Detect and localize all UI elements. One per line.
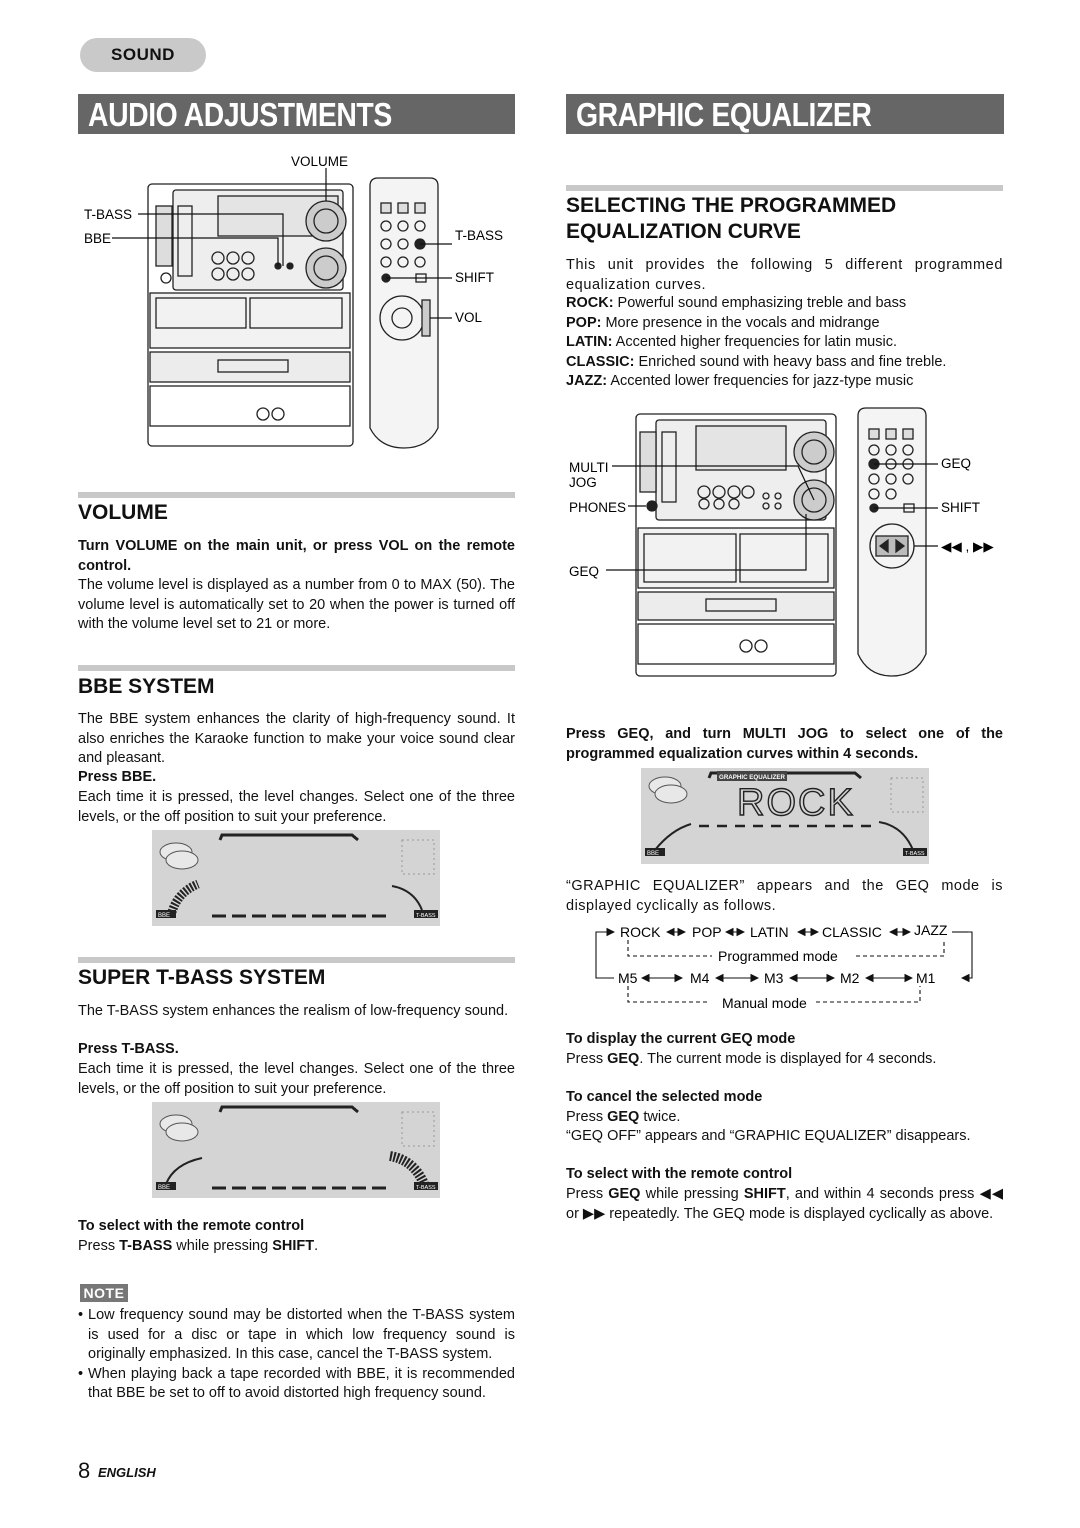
page-number: 8 bbox=[78, 1458, 91, 1483]
curve-list bbox=[566, 294, 1003, 392]
cancel-heading: To cancel the selected mode bbox=[566, 1089, 763, 1105]
tbass-level-display bbox=[152, 1102, 440, 1198]
volume-body: The volume level is displayed as a number from 0 to MAX (50). The volume level is automatically set to 20 when the power is turned off with the volume level set to 21 or more. bbox=[78, 577, 515, 632]
remote-vol-label: VOL bbox=[455, 310, 483, 325]
rock-mode-text: ROCK bbox=[737, 782, 855, 824]
cycle-m4: M4 bbox=[690, 970, 710, 986]
note-badge: NOTE bbox=[80, 1284, 128, 1302]
display-mode-text: Press GEQ. The current mode is displayed for 4 seconds. bbox=[566, 1051, 937, 1067]
cancel-text: Press GEQ twice. bbox=[566, 1109, 681, 1125]
bbe-display-label: BBE bbox=[647, 851, 660, 857]
bbe-label: BBE bbox=[84, 231, 112, 246]
bbe-display-label: BBE bbox=[158, 1185, 171, 1191]
programmed-mode-label: Programmed mode bbox=[718, 948, 838, 964]
remote-shift-label: SHIFT bbox=[455, 270, 494, 285]
cycle-rock: ROCK bbox=[620, 924, 661, 940]
geq-rule bbox=[566, 185, 1003, 191]
note-item: • Low frequency sound may be distorted when the T-BASS system is used for a disc or tape in which low frequency sound is originally emphasized. In this case, cancel the T-BASS system. bbox=[78, 1307, 515, 1362]
section-tag: SOUND bbox=[80, 38, 206, 72]
tbass-display-label: T-BASS bbox=[416, 1185, 436, 1191]
bbe-rule bbox=[78, 665, 515, 671]
remote-tbass-label: T-BASS bbox=[455, 228, 504, 243]
geq-unit-label: GEQ bbox=[569, 564, 600, 579]
volume-knob bbox=[306, 201, 346, 241]
cycle-jazz: JAZZ bbox=[914, 922, 948, 938]
rock-display bbox=[641, 768, 929, 864]
bbe-level-display bbox=[152, 830, 440, 926]
stereo-geq-figure bbox=[566, 404, 1006, 682]
remote-control-figure bbox=[858, 408, 926, 676]
tbass-display-label: T-BASS bbox=[905, 851, 925, 857]
audio-adjustments-banner: AUDIO ADJUSTMENTS bbox=[78, 94, 515, 134]
volume-rule bbox=[78, 492, 515, 498]
bbe-body: The BBE system enhances the clarity of high-frequency sound. It also enriches the Karaoke function to make your voice sound clear and pleasant. bbox=[78, 711, 515, 766]
manual-mode-label: Manual mode bbox=[722, 995, 807, 1011]
volume-instruction: Turn VOLUME on the main unit, or press VOL on the remote control. bbox=[78, 538, 515, 574]
jog-label: JOG bbox=[569, 475, 597, 490]
shift-remote-label: SHIFT bbox=[941, 500, 980, 515]
tbass-detail: Each time it is pressed, the level changes. Select one of the three levels, or the off position to suit your preference. bbox=[78, 1061, 515, 1097]
geq-intro: This unit provides the following 5 different programmed equalization curves. bbox=[566, 257, 1003, 293]
cancel-result: “GEQ OFF” appears and “GRAPHIC EQUALIZER” disappears. bbox=[566, 1128, 971, 1144]
note-list bbox=[78, 1306, 515, 1404]
volume-label: VOLUME bbox=[291, 154, 349, 169]
curve-pop: POP: More presence in the vocals and midrange bbox=[566, 314, 880, 331]
geq-heading-line2: EQUALIZATION CURVE bbox=[566, 220, 801, 243]
curve-jazz: JAZZ: Accented lower frequencies for jazz-type music bbox=[566, 373, 914, 389]
tbass-remote-heading: To select with the remote control bbox=[78, 1218, 305, 1234]
geq-heading-line1: SELECTING THE PROGRAMMED bbox=[566, 194, 897, 217]
cycle-pop: POP bbox=[692, 924, 722, 940]
tbass-rule bbox=[78, 957, 515, 963]
stereo-volume-figure bbox=[78, 148, 518, 458]
bbe-press: Press BBE. bbox=[78, 769, 157, 785]
geq-remote-label: GEQ bbox=[941, 456, 972, 471]
bbe-detail: Each time it is pressed, the level changes. Select one of the three levels, or the off position to suit your preference. bbox=[78, 789, 515, 825]
tbass-heading: SUPER T-BASS SYSTEM bbox=[78, 966, 326, 989]
skip-buttons-label: ◀◀ , ▶▶ bbox=[941, 539, 994, 554]
bbe-heading: BBE SYSTEM bbox=[78, 675, 215, 698]
geq-instruction: Press GEQ, and turn MULTI JOG to select one of the programmed equalization curves within 4 seconds. bbox=[566, 726, 1003, 762]
volume-heading: VOLUME bbox=[78, 501, 168, 524]
tbass-label: T-BASS bbox=[84, 207, 133, 222]
cycle-classic: CLASSIC bbox=[822, 924, 882, 940]
curve-rock: ROCK: Powerful sound emphasizing treble and bass bbox=[566, 295, 907, 311]
multi-label: MULTI bbox=[569, 460, 609, 475]
footer-language: ENGLISH bbox=[98, 1465, 156, 1480]
curve-classic: CLASSIC: Enriched sound with heavy bass and fine treble. bbox=[566, 353, 947, 370]
cycle-m1: M1 bbox=[916, 970, 936, 986]
cycle-description: “GRAPHIC EQUALIZER” appears and the GEQ mode is displayed cyclically as follows. bbox=[566, 878, 1003, 914]
tbass-display-label: T-BASS bbox=[416, 913, 436, 919]
display-mode-heading: To display the current GEQ mode bbox=[566, 1031, 796, 1047]
phones-label: PHONES bbox=[569, 500, 627, 515]
graphic-equalizer-banner: GRAPHIC EQUALIZER bbox=[566, 94, 1004, 134]
note-item: • When playing back a tape recorded with BBE, it is recommended that BBE be set to off to avoid distorted high frequency sound. bbox=[78, 1365, 515, 1401]
bbe-display-label: BBE bbox=[158, 913, 171, 919]
geq-remote-text: Press GEQ while pressing SHIFT, and within 4 seconds press ◀◀ or ▶▶ repeatedly. The GEQ mode is displayed cyclically as above. bbox=[566, 1186, 1004, 1222]
tbass-body: The T-BASS system enhances the realism of low-frequency sound. bbox=[78, 1003, 509, 1019]
curve-latin: LATIN: Accented higher frequencies for latin music. bbox=[566, 334, 897, 350]
geq-cycle-diagram bbox=[590, 920, 990, 1020]
geq-indicator: GRAPHIC EQUALIZER bbox=[719, 774, 786, 781]
cycle-latin: LATIN bbox=[750, 924, 789, 940]
tbass-remote-text: Press T-BASS while pressing SHIFT. bbox=[78, 1238, 319, 1254]
cycle-m2: M2 bbox=[840, 970, 860, 986]
cycle-m3: M3 bbox=[764, 970, 784, 986]
cycle-m5: M5 bbox=[618, 970, 638, 986]
remote-control-figure bbox=[370, 178, 438, 448]
tbass-press: Press T-BASS. bbox=[78, 1041, 179, 1057]
geq-remote-heading: To select with the remote control bbox=[566, 1166, 793, 1182]
